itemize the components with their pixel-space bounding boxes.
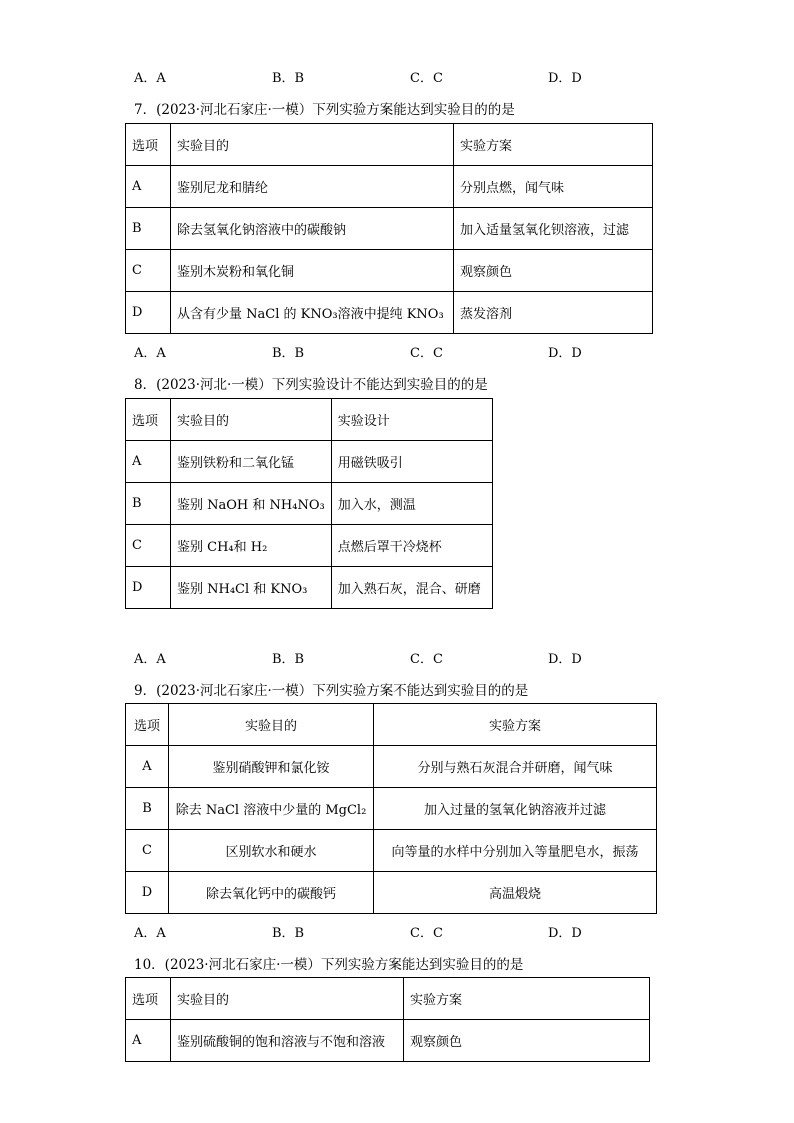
answer-options [134,648,654,666]
table-cell: 蒸发溶剂 [454,292,653,334]
table-row [126,788,657,830]
table-cell: 点燃后罩干冷烧杯 [331,525,492,567]
question-9-stem: 9．(2023·河北石家庄·一模）下列实验方案不能达到实验目的的是 [134,683,529,699]
table-cell: 向等量的水样中分别加入等量肥皂水，振荡 [374,830,657,872]
table-cell: 高温煅烧 [374,872,657,914]
option-d[interactable]: D．D [548,652,582,667]
option-c[interactable]: C．C [410,346,443,361]
table-cell: B [126,208,171,250]
header-cell: 实验目的 [171,399,332,441]
table-cell: C [126,525,171,567]
header-cell: 选项 [126,704,169,746]
option-d[interactable]: D．D [548,71,582,86]
table-cell: 分别点燃，闻气味 [454,166,653,208]
table-cell: B [126,483,171,525]
option-b[interactable]: B．B [272,926,305,941]
table-cell: 除去氧化钙中的碳酸钙 [169,872,374,914]
question-8-table [125,398,493,609]
table-cell: D [126,872,169,914]
table-cell: A [126,1020,171,1062]
answer-options [134,342,654,360]
table-cell: A [126,166,171,208]
table-cell: 加入过量的氢氧化钠溶液并过滤 [374,788,657,830]
table-row [126,292,653,334]
header-cell: 实验目的 [169,704,374,746]
table-row [126,250,653,292]
table-cell: 鉴别 NaOH 和 NH₄NO₃ [171,483,332,525]
header-cell: 实验方案 [454,124,653,166]
table-cell: 鉴别尼龙和腈纶 [171,166,454,208]
table-cell: 鉴别木炭粉和氧化铜 [171,250,454,292]
table-cell: 鉴别硫酸铜的饱和溶液与不饱和溶液 [171,1020,404,1062]
table-cell: D [126,292,171,334]
table-cell: 除去氢氧化钠溶液中的碳酸钠 [171,208,454,250]
header-cell: 选项 [126,399,171,441]
table-header-row [126,704,657,746]
table-cell: 加入适量氢氧化钡溶液，过滤 [454,208,653,250]
table-row [126,441,493,483]
table-cell: 鉴别 NH₄Cl 和 KNO₃ [171,567,332,609]
table-cell: 加入熟石灰，混合、研磨 [331,567,492,609]
option-c[interactable]: C．C [410,71,443,86]
table-cell: 观察颜色 [454,250,653,292]
question-7-table [125,123,653,334]
table-cell: 加入水，测温 [331,483,492,525]
option-d[interactable]: D．D [548,926,582,941]
table-row [126,483,493,525]
table-cell: 从含有少量 NaCl 的 KNO₃溶液中提纯 KNO₃ [171,292,454,334]
table-cell: 鉴别铁粉和二氧化锰 [171,441,332,483]
table-cell: 分别与熟石灰混合并研磨，闻气味 [374,746,657,788]
table-header-row [126,399,493,441]
table-row [126,567,493,609]
table-cell: 除去 NaCl 溶液中少量的 MgCl₂ [169,788,374,830]
header-cell: 实验目的 [171,978,404,1020]
question-9-table [125,703,657,914]
table-row [126,166,653,208]
table-cell: A [126,441,171,483]
answer-options [134,922,654,940]
table-cell: 观察颜色 [404,1020,650,1062]
table-cell: B [126,788,169,830]
option-c[interactable]: C．C [410,652,443,667]
table-cell: 用磁铁吸引 [331,441,492,483]
option-b[interactable]: B．B [272,71,305,86]
option-a[interactable]: A．A [134,652,166,667]
table-cell: C [126,830,169,872]
header-cell: 选项 [126,124,171,166]
table-row [126,1020,650,1062]
header-cell: 实验设计 [331,399,492,441]
table-header-row [126,124,653,166]
header-cell: 选项 [126,978,171,1020]
table-row [126,872,657,914]
option-a[interactable]: A．A [134,71,166,86]
option-d[interactable]: D．D [548,346,582,361]
option-c[interactable]: C．C [410,926,443,941]
option-a[interactable]: A．A [134,926,166,941]
header-cell: 实验目的 [171,124,454,166]
option-b[interactable]: B．B [272,652,305,667]
table-cell: 鉴别硝酸钾和氯化铵 [169,746,374,788]
table-row [126,525,493,567]
question-8-stem: 8．(2023·河北·一模）下列实验设计不能达到实验目的的是 [134,377,488,393]
table-cell: 区别软水和硬水 [169,830,374,872]
option-b[interactable]: B．B [272,346,305,361]
header-cell: 实验方案 [404,978,650,1020]
question-10-stem: 10．(2023·河北石家庄·一模）下列实验方案能达到实验目的的是 [134,957,524,973]
header-cell: 实验方案 [374,704,657,746]
table-row [126,208,653,250]
question-10-table [125,977,650,1062]
table-cell: 鉴别 CH₄和 H₂ [171,525,332,567]
table-row [126,746,657,788]
table-header-row [126,978,650,1020]
table-cell: C [126,250,171,292]
table-cell: D [126,567,171,609]
table-cell: A [126,746,169,788]
question-7-stem: 7．(2023·河北石家庄·一模）下列实验方案能达到实验目的的是 [134,102,515,118]
table-row [126,830,657,872]
answer-options [134,67,654,85]
option-a[interactable]: A．A [134,346,166,361]
